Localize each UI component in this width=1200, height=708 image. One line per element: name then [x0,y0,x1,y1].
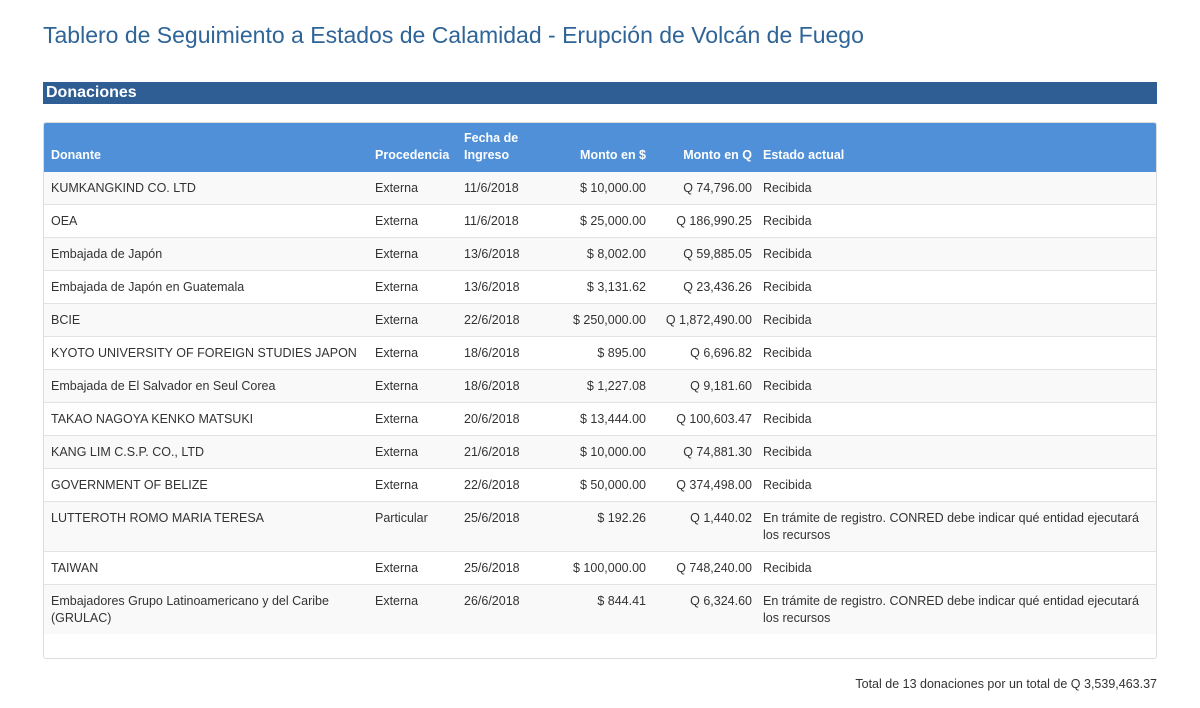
cell-date: 25/6/2018 [457,552,555,585]
cell-date: 26/6/2018 [457,585,555,635]
cell-origin: Externa [368,238,457,271]
table-row [44,469,1156,502]
cell-date: 22/6/2018 [457,304,555,337]
cell-origin: Externa [368,403,457,436]
table-header-row [44,123,1156,172]
cell-donor: Embajada de Japón en Guatemala [44,271,368,304]
cell-origin: Externa [368,337,457,370]
column-header-date-line2: Ingreso [464,148,510,162]
cell-origin: Externa [368,205,457,238]
cell-origin: Externa [368,436,457,469]
cell-donor: KUMKANGKIND CO. LTD [51,181,196,195]
cell-donor: Embajadores Grupo Latinoamericano y del Caribe (GRULAC) [44,585,368,635]
cell-donor: Embajada de Japón [44,238,368,271]
cell-donor: TAIWAN [44,552,368,585]
column-header-donor: Donante [51,148,101,162]
cell-origin: Externa [368,271,457,304]
cell-q: Q 186,990.25 [650,205,756,238]
cell-status: En trámite de registro. CONRED debe indicar qué entidad ejecutará los recursos [756,585,1156,635]
donations-total: Total de 13 donaciones por un total de Q 3,539,463.37 [855,677,1157,691]
cell-usd: $ 3,131.62 [555,271,650,304]
column-header-date [457,123,555,172]
cell-usd: $ 192.26 [555,502,650,552]
cell-date: 21/6/2018 [457,436,555,469]
cell-donor: KYOTO UNIVERSITY OF FOREIGN STUDIES JAPON [44,337,368,370]
cell-donor: LUTTEROTH ROMO MARIA TERESA [44,502,368,552]
cell-usd: $ 1,227.08 [555,370,650,403]
cell-origin: Externa [368,552,457,585]
cell-origin: Externa [368,370,457,403]
cell-origin: Particular [368,502,457,552]
cell-status: Recibida [756,403,1156,436]
cell-q: Q 100,603.47 [650,403,756,436]
cell-donor: BCIE [44,304,368,337]
cell-usd: $ 895.00 [555,337,650,370]
cell-usd: $ 50,000.00 [555,469,650,502]
cell-donor: KANG LIM C.S.P. CO., LTD [44,436,368,469]
cell-q: Q 59,885.05 [650,238,756,271]
cell-usd: $ 844.41 [555,585,650,635]
cell-status: Recibida [756,337,1156,370]
table-row [44,585,1156,635]
cell-q: Q 1,440.02 [650,502,756,552]
table-row [44,337,1156,370]
column-header-origin: Procedencia [375,148,450,162]
cell-date: 20/6/2018 [457,403,555,436]
cell-status: Recibida [756,370,1156,403]
cell-status: En trámite de registro. CONRED debe indicar qué entidad ejecutará los recursos [756,502,1156,552]
cell-status: Recibida [756,304,1156,337]
cell-usd: $ 100,000.00 [555,552,650,585]
section-title: Donaciones [46,84,137,101]
cell-q: Q 9,181.60 [650,370,756,403]
cell-q: Q 1,872,490.00 [650,304,756,337]
cell-origin: Externa [368,469,457,502]
cell-status: Recibida [756,238,1156,271]
cell-date: 22/6/2018 [457,469,555,502]
cell-origin: Externa [368,585,457,635]
cell-q: Q 74,796.00 [683,181,752,195]
cell-usd: $ 13,444.00 [555,403,650,436]
cell-q: Q 374,498.00 [650,469,756,502]
cell-date: 25/6/2018 [457,502,555,552]
cell-date: 18/6/2018 [457,337,555,370]
cell-status: Recibida [756,271,1156,304]
cell-q: Q 6,696.82 [650,337,756,370]
table-row [44,403,1156,436]
cell-usd: $ 10,000.00 [555,436,650,469]
cell-status: Recibida [756,205,1156,238]
table-row [44,172,1156,205]
table-row [44,238,1156,271]
cell-usd: $ 250,000.00 [555,304,650,337]
table-row [44,552,1156,585]
cell-usd: $ 8,002.00 [555,238,650,271]
column-header-q: Monto en Q [683,148,752,162]
cell-donor: GOVERNMENT OF BELIZE [44,469,368,502]
cell-status: Recibida [756,436,1156,469]
section-header-donaciones [43,82,1157,104]
cell-q: Q 23,436.26 [650,271,756,304]
table-row [44,436,1156,469]
cell-q: Q 748,240.00 [650,552,756,585]
column-header-status: Estado actual [763,148,845,162]
column-header-date-line1: Fecha de [464,131,519,145]
cell-date: 13/6/2018 [457,271,555,304]
cell-donor: OEA [44,205,368,238]
cell-date: 13/6/2018 [457,238,555,271]
cell-status: Recibida [756,469,1156,502]
cell-date: 11/6/2018 [464,181,519,195]
cell-donor: Embajada de El Salvador en Seul Corea [44,370,368,403]
cell-date: 11/6/2018 [457,205,555,238]
table-row [44,304,1156,337]
column-header-usd: Monto en $ [580,148,646,162]
cell-date: 18/6/2018 [457,370,555,403]
donations-table [44,123,1156,634]
cell-usd: $ 25,000.00 [555,205,650,238]
cell-status: Recibida [763,181,812,195]
page-title: Tablero de Seguimiento a Estados de Calamidad - Erupción de Volcán de Fuego [43,22,864,48]
cell-donor: TAKAO NAGOYA KENKO MATSUKI [44,403,368,436]
table-row [44,502,1156,552]
cell-q: Q 6,324.60 [650,585,756,635]
table-row [44,370,1156,403]
cell-origin: Externa [375,181,419,195]
cell-q: Q 74,881.30 [650,436,756,469]
cell-status: Recibida [756,552,1156,585]
cell-usd: $ 10,000.00 [579,181,646,195]
donations-table-panel [43,122,1157,659]
cell-origin: Externa [368,304,457,337]
table-row [44,205,1156,238]
table-row [44,271,1156,304]
